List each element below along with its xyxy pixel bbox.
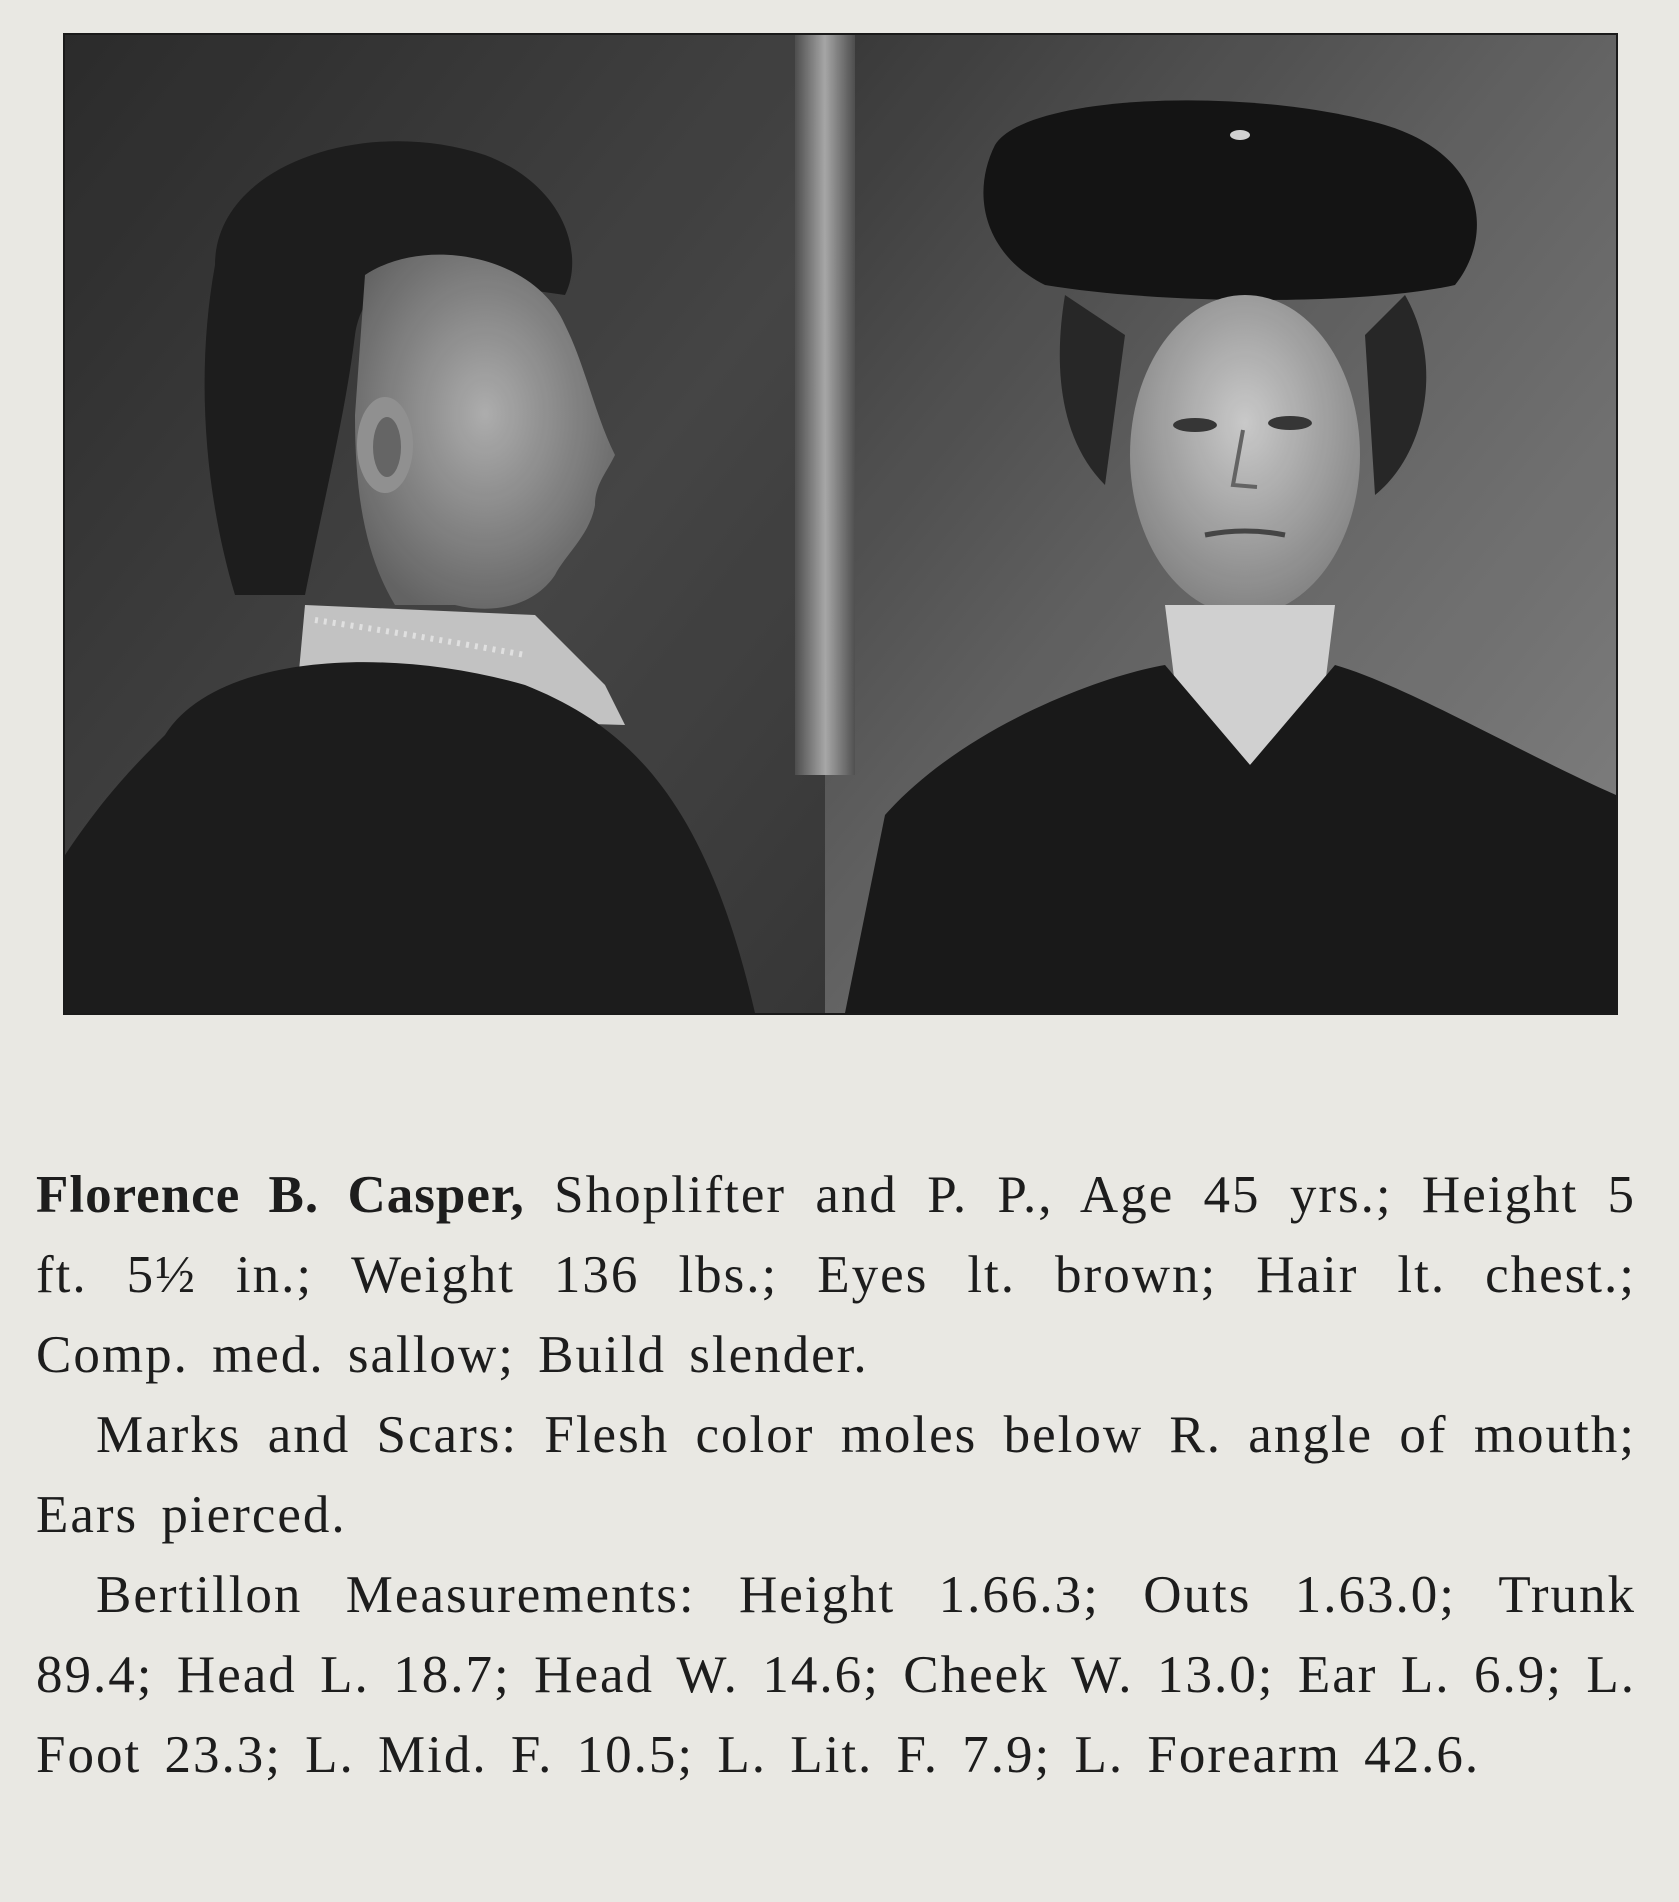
description-text: Shoplifter and P. P., Age 45 yrs.; Height 5 ft. 5½ in.; Weight 136 lbs.; Eyes lt. brown; Hair lt. chest.; Comp. med. sallow; Build slender. <box>36 1166 1637 1384</box>
marks-paragraph: Marks and Scars: Flesh color moles below R. angle of mouth; Ears pierced. <box>36 1406 1636 1544</box>
description-paragraph <box>36 1155 1636 1395</box>
subject-name: Florence B. Casper, <box>36 1166 525 1224</box>
mugshot-photograph <box>63 33 1618 1015</box>
bertillon-paragraph: Bertillon Measurements: Height 1.66.3; Outs 1.63.0; Trunk 89.4; Head L. 18.7; Head W. 14.6; Cheek W. 13.0; Ear L. 6.9; L. Foot 23.3; L. Mid. F. 10.5; L. Lit. F. 7.9; L. Forearm 42.6. <box>36 1566 1636 1784</box>
record-caption <box>36 1155 1636 1795</box>
